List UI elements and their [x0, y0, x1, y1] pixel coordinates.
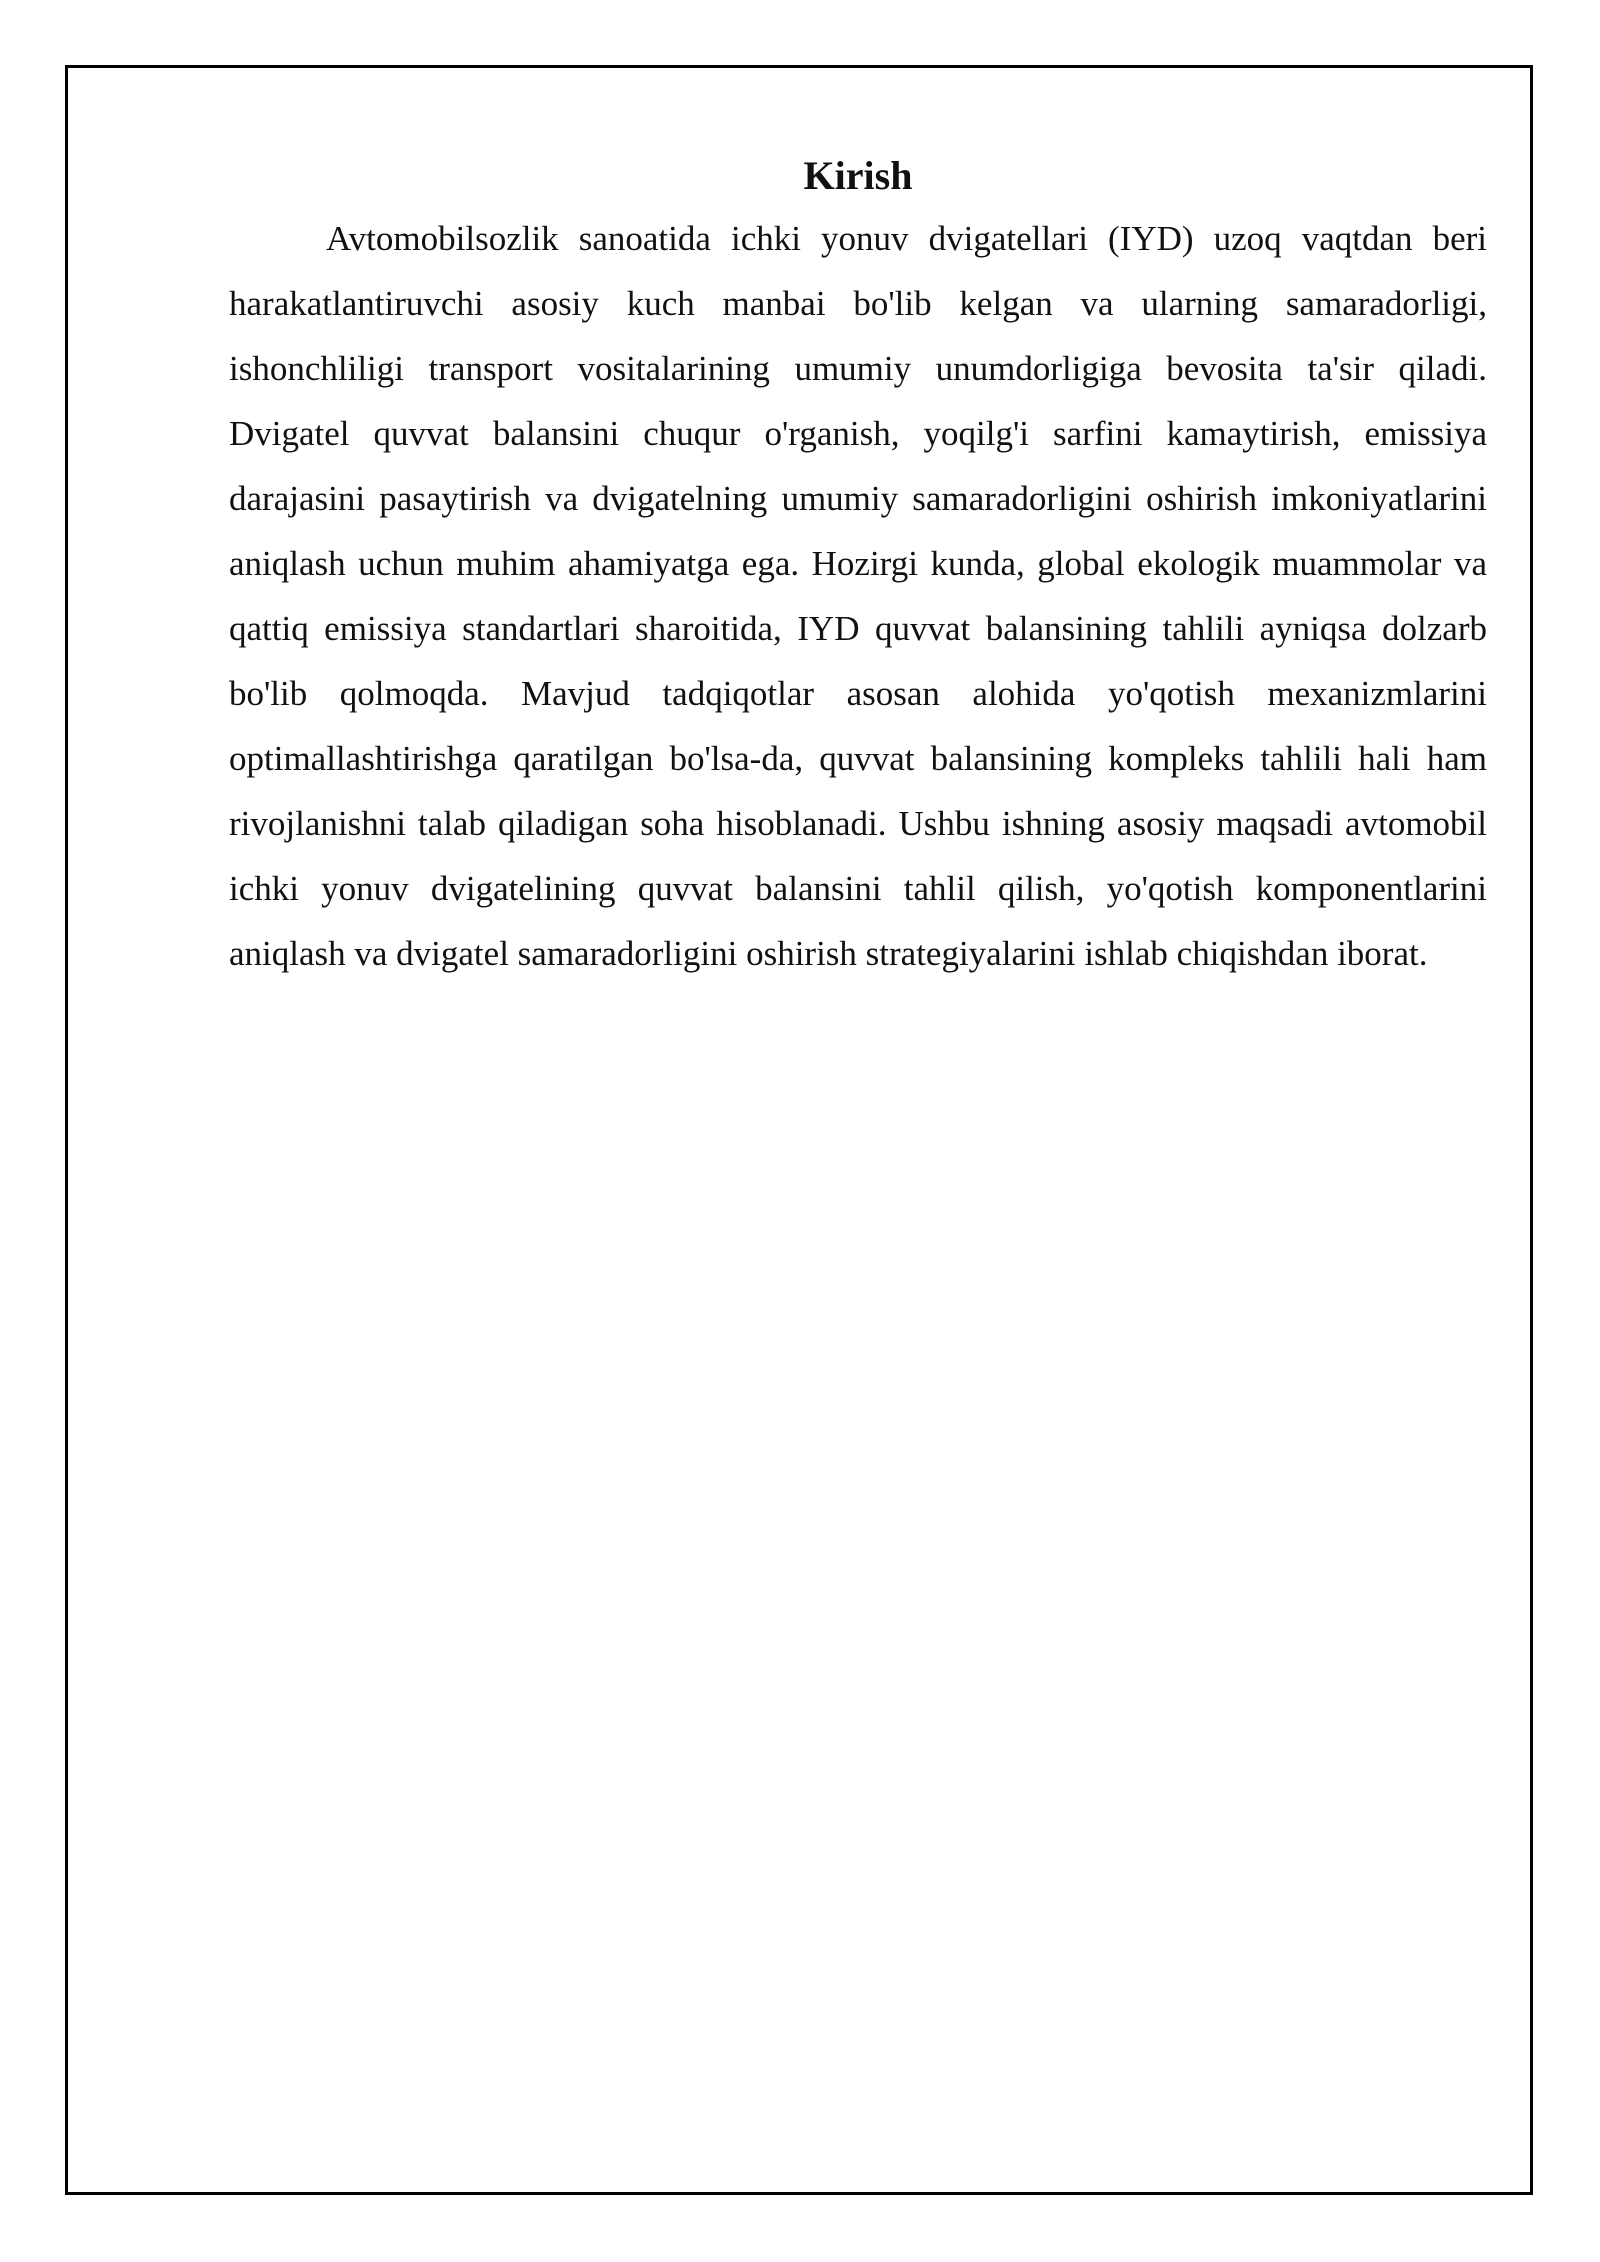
intro-paragraph: Avtomobilsozlik sanoatida ichki yonuv dvigatellari (IYD) uzoq vaqtdan beri harakatlantiruvchi asosiy kuch manbai bo'lib kelgan va ularning samaradorligi, ishonchliligi transport vositalarining umumiy unumdorligiga bevosita ta'sir qiladi. Dvigatel quvvat balansini chuqur o'rganish, yoqilg'i sarfini kamaytirish, emissiya darajasini pasaytirish va dvigatelning umumiy samaradorligini oshirish imkoniyatlarini aniqlash uchun muhim ahamiyatga ega. Hozirgi kunda, global ekologik muammolar va qattiq emissiya standartlari sharoitida, IYD quvvat balansining tahlili ayniqsa dolzarb bo'lib qolmoqda. Mavjud tadqiqotlar asosan alohida yo'qotish mexanizmlarini optimallashtirishga qaratilgan bo'lsa-da, quvvat balansining kompleks tahlili hali ham rivojlanishni talab qiladigan soha hisoblanadi. Ushbu ishning asosiy maqsadi avtomobil ichki yonuv dvigatelining quvvat balansini tahlil qilish, yo'qotish komponentlarini aniqlash va dvigatel samaradorligini oshirish strategiyalarini ishlab chiqishdan iborat.	[229, 219, 1487, 973]
document-body	[229, 148, 1487, 986]
section-heading: Kirish	[803, 153, 913, 198]
